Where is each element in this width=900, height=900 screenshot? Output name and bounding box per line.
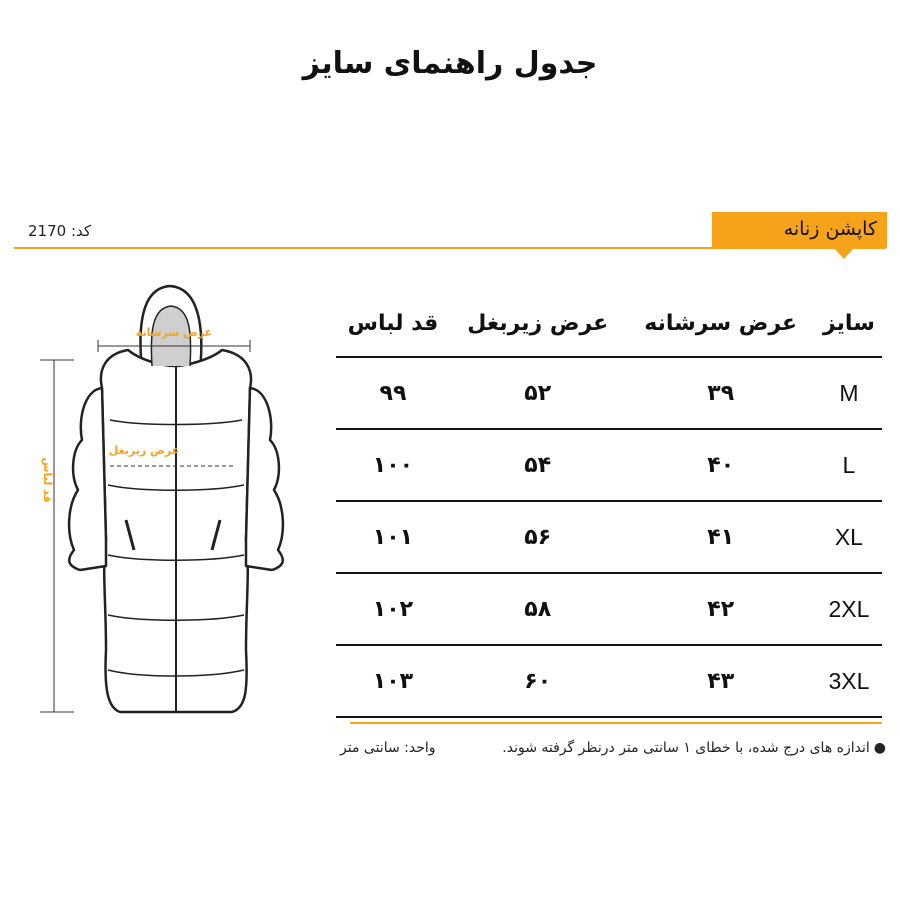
cell-size: XL <box>816 501 882 573</box>
table-row <box>336 357 882 429</box>
cell-armpit: ۵۸ <box>450 573 626 645</box>
table-row <box>336 429 882 501</box>
cell-length: ۱۰۰ <box>336 429 450 501</box>
cell-shoulder: ۳۹ <box>626 357 816 429</box>
cell-length: ۱۰۳ <box>336 645 450 717</box>
length-label: قد لباس <box>41 457 54 503</box>
cell-length: ۱۰۲ <box>336 573 450 645</box>
cell-shoulder: ۴۲ <box>626 573 816 645</box>
right-sleeve <box>246 388 283 570</box>
table-row <box>336 501 882 573</box>
footer-divider <box>350 722 882 724</box>
product-code: کد: 2170 <box>28 222 92 240</box>
tolerance-note-text: اندازه های درج شده، با خطای ۱ سانتی متر درنظر گرفته شوند. <box>502 740 870 756</box>
tolerance-note <box>486 740 886 756</box>
cell-armpit: ۵۶ <box>450 501 626 573</box>
armpit-label: عرض زیربغل <box>108 444 180 457</box>
cell-armpit: ۵۴ <box>450 429 626 501</box>
cell-size: M <box>816 357 882 429</box>
header-size: سایز <box>816 290 882 357</box>
header-armpit: عرض زیربغل <box>450 290 626 357</box>
table-header-row <box>336 290 882 357</box>
cell-shoulder: ۴۱ <box>626 501 816 573</box>
shoulder-label: عرض سرشانه <box>135 326 213 339</box>
cell-size: 2XL <box>816 573 882 645</box>
cell-length: ۹۹ <box>336 357 450 429</box>
cell-size: L <box>816 429 882 501</box>
cell-length: ۱۰۱ <box>336 501 450 573</box>
category-tag: کاپشن زنانه <box>712 212 887 248</box>
cell-shoulder: ۴۰ <box>626 429 816 501</box>
table-row <box>336 573 882 645</box>
left-sleeve <box>69 388 106 570</box>
header-length: قد لباس <box>336 290 450 357</box>
cell-size: 3XL <box>816 645 882 717</box>
table-row <box>336 645 882 717</box>
header-shoulder: عرض سرشانه <box>626 290 816 357</box>
jacket-diagram <box>10 270 310 730</box>
size-table <box>336 290 882 718</box>
bullet-dot-icon: ● <box>873 740 886 756</box>
category-tag-pointer <box>834 248 854 259</box>
cell-shoulder: ۴۳ <box>626 645 816 717</box>
cell-armpit: ۶۰ <box>450 645 626 717</box>
cell-armpit: ۵۲ <box>450 357 626 429</box>
unit-label: واحد: سانتی متر <box>340 740 436 756</box>
page-title: جدول راهنمای سایز <box>302 46 598 81</box>
